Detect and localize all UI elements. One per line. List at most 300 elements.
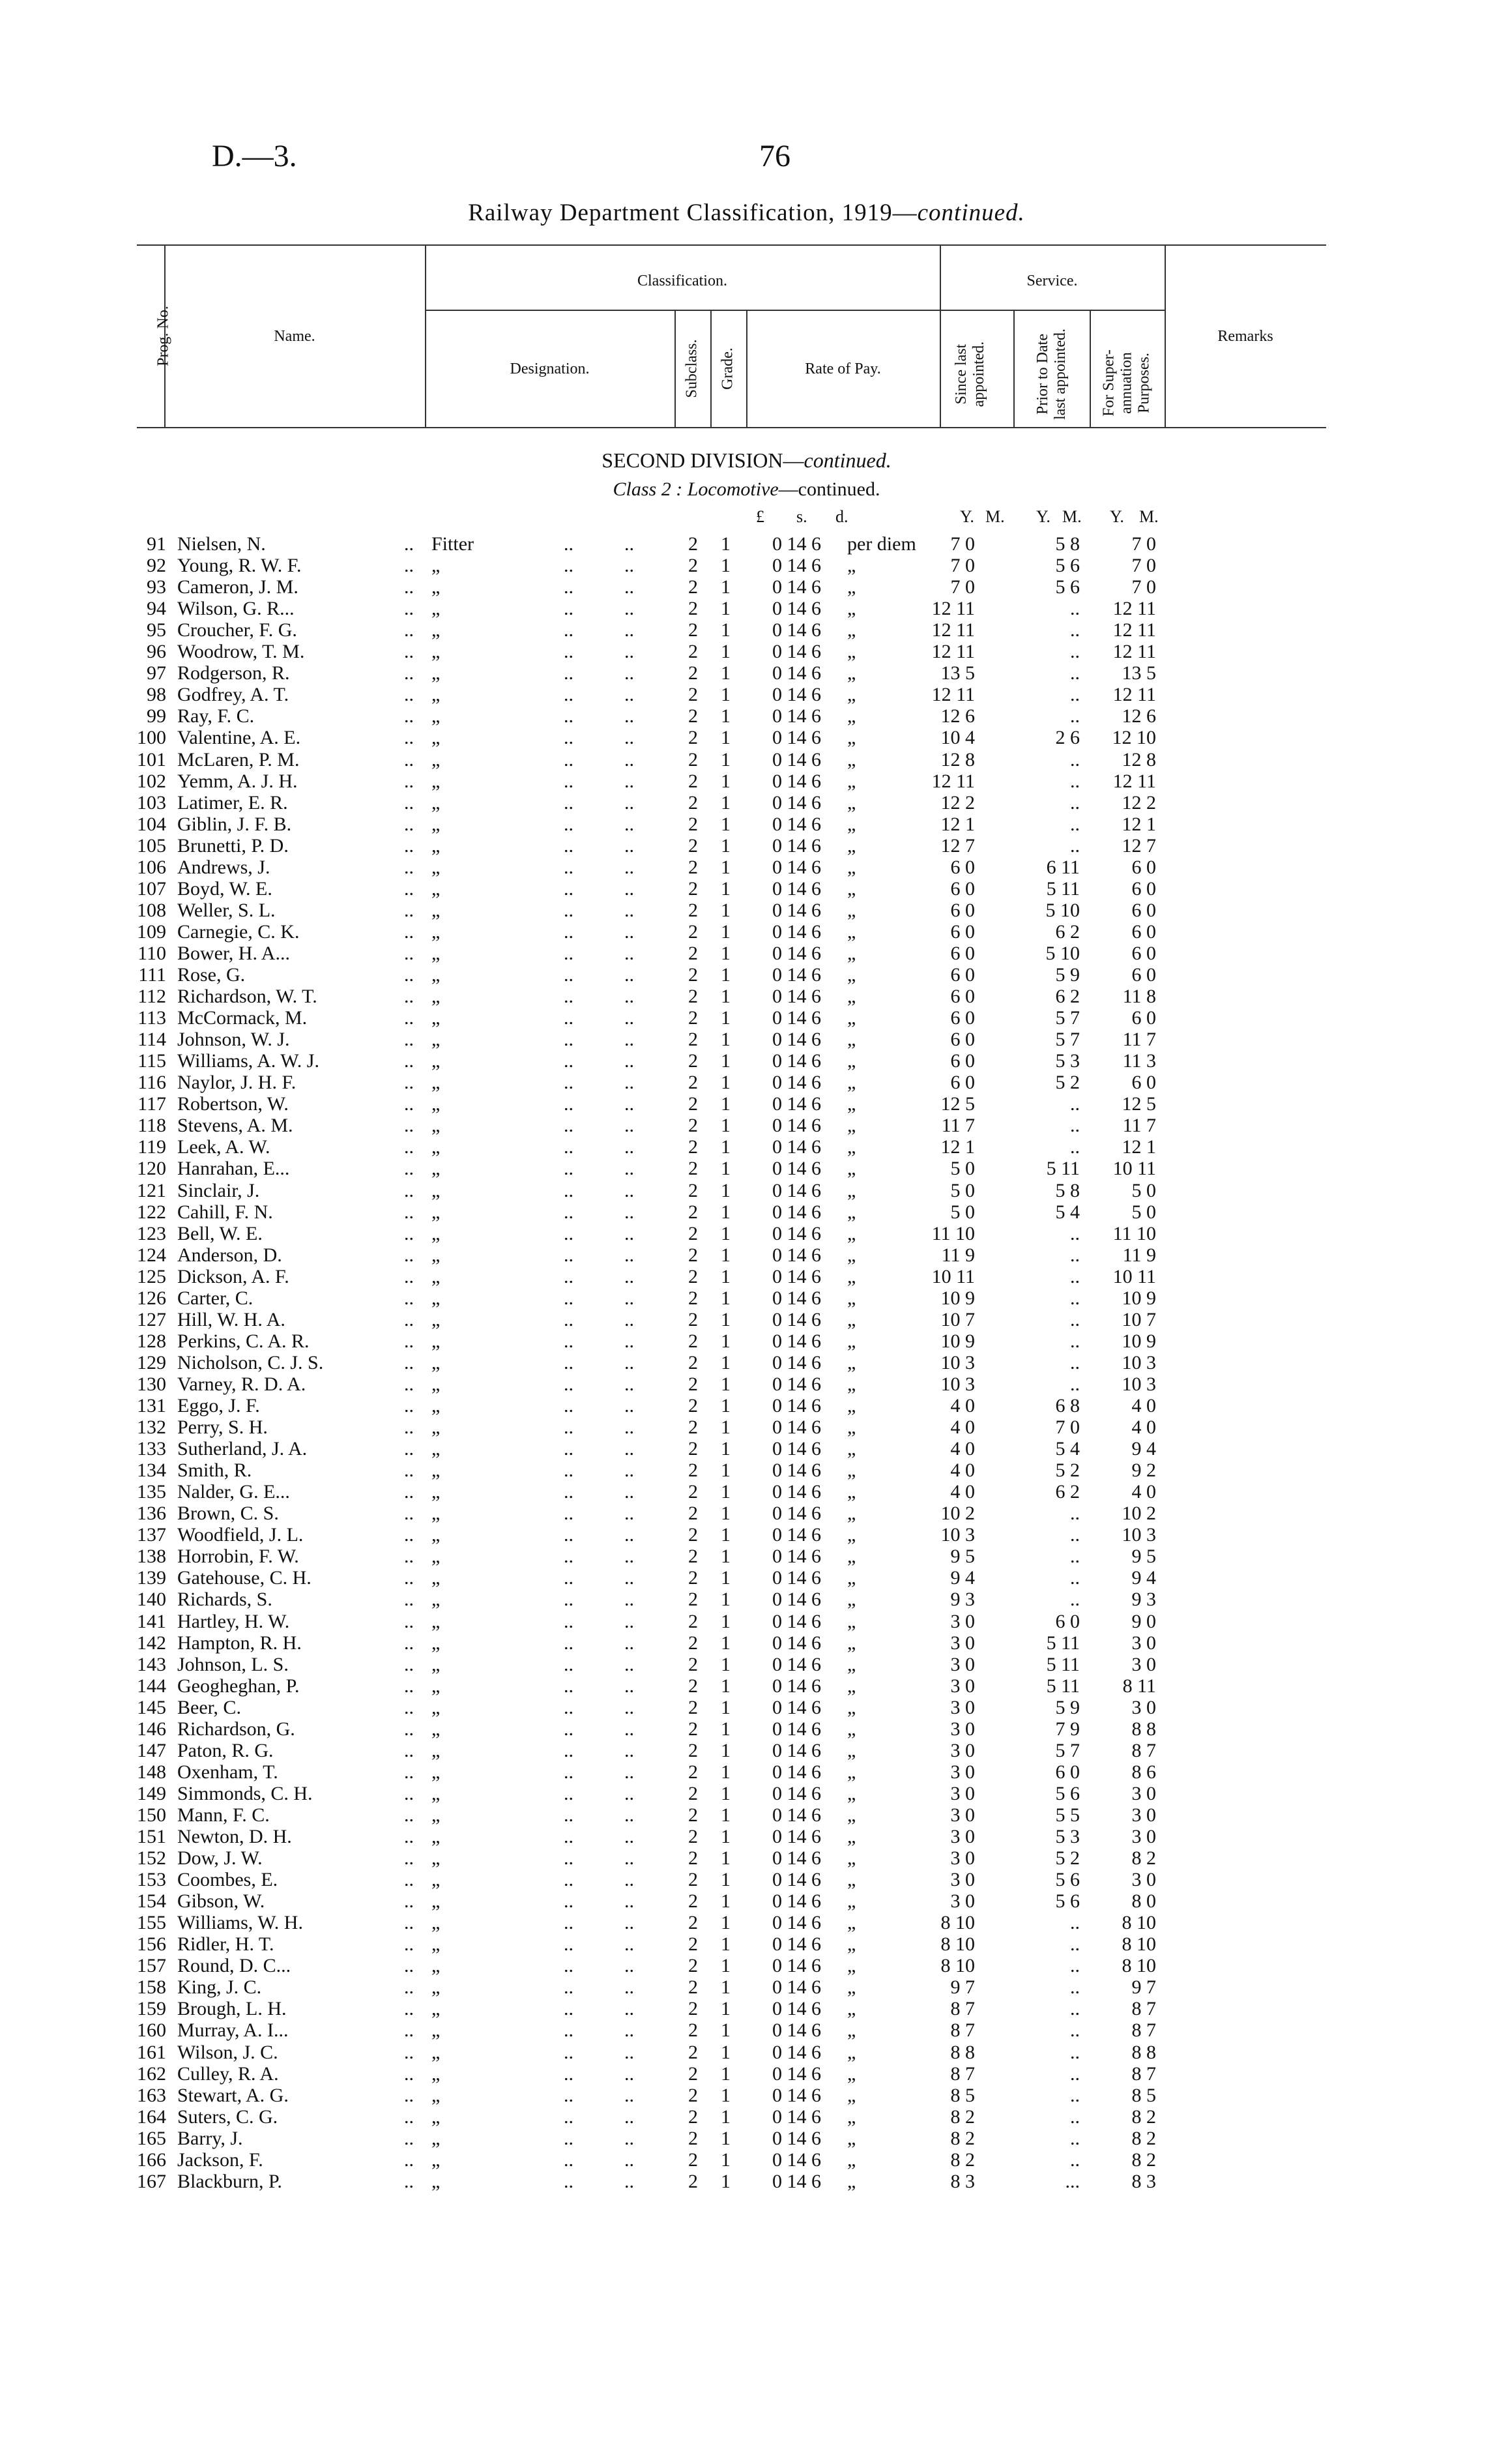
cell-leader-dots: ..	[624, 2170, 634, 2192]
cell-leader-dots: ..	[624, 2041, 634, 2063]
cell-subclass: 2	[688, 942, 698, 964]
cell-leader-dots: ..	[404, 1589, 414, 1611]
cell-name: Brunetti, P. D.	[177, 834, 289, 857]
cell-name: Latimer, E. R.	[177, 791, 288, 814]
cell-leader-dots: ..	[624, 1718, 634, 1740]
cell-leader-dots: ..	[564, 619, 573, 641]
cell-since-appointed: 8 7	[950, 2062, 975, 2085]
cell-pay-period: „	[847, 1826, 856, 1847]
cell-since-appointed: 8 2	[950, 2127, 975, 2149]
cell-prior-appointed: ..	[1070, 1115, 1080, 1137]
cell-rate-of-pay: 0 14 6	[772, 684, 821, 706]
cell-rate-of-pay: 0 14 6	[772, 1782, 821, 1804]
cell-pay-period: „	[847, 1976, 856, 1999]
cell-prior-appointed: ..	[1070, 1308, 1080, 1330]
cell-subclass: 2	[688, 1072, 698, 1094]
cell-name: Woodrow, T. M.	[177, 641, 305, 663]
cell-grade: 1	[721, 1093, 731, 1115]
cell-subclass: 2	[688, 662, 698, 684]
cell-superannuation: 12 10	[1112, 727, 1156, 749]
cell-leader-dots: ..	[564, 662, 573, 684]
cell-subclass: 2	[688, 1438, 698, 1460]
cell-leader-dots: ..	[404, 684, 414, 706]
cell-designation: „	[431, 684, 441, 706]
cell-rate-of-pay: 0 14 6	[772, 662, 821, 684]
table-row	[0, 533, 1493, 555]
cell-designation: „	[431, 834, 441, 857]
cell-designation: „	[431, 1653, 441, 1675]
cell-rate-of-pay: 0 14 6	[772, 899, 821, 921]
cell-subclass: 2	[688, 770, 698, 792]
cell-pay-period: „	[847, 1222, 856, 1244]
cell-since-appointed: 3 0	[950, 1675, 975, 1697]
cell-prog-no: 158	[137, 1976, 166, 1999]
cell-grade: 1	[721, 1782, 731, 1804]
cell-since-appointed: 12 1	[940, 1136, 975, 1158]
divider-designation	[674, 311, 676, 427]
cell-leader-dots: ..	[624, 1136, 634, 1158]
col-remarks: Remarks	[1217, 328, 1273, 345]
table-row	[0, 1675, 1493, 1697]
cell-pay-period: „	[847, 1308, 856, 1330]
cell-designation: „	[431, 1438, 441, 1460]
cell-subclass: 2	[688, 1093, 698, 1115]
cell-subclass: 2	[688, 899, 698, 921]
cell-leader-dots: ..	[564, 1244, 573, 1266]
cell-designation: „	[431, 1158, 441, 1180]
cell-leader-dots: ..	[624, 576, 634, 598]
cell-grade: 1	[721, 1481, 731, 1503]
cell-pay-period: „	[847, 641, 856, 663]
cell-grade: 1	[721, 705, 731, 727]
table-row	[0, 598, 1493, 619]
cell-superannuation: 6 0	[1131, 856, 1156, 878]
col-classification: Classification.	[637, 272, 727, 289]
cell-subclass: 2	[688, 1739, 698, 1761]
cell-pay-period: „	[847, 1007, 856, 1029]
cell-rate-of-pay: 0 14 6	[772, 1761, 821, 1783]
cell-leader-dots: ..	[564, 1869, 573, 1891]
cell-name: Dow, J. W.	[177, 1847, 263, 1870]
cell-rate-of-pay: 0 14 6	[772, 1222, 821, 1244]
cell-name: Hartley, H. W.	[177, 1610, 290, 1632]
unit-pence: d.	[835, 507, 848, 526]
cell-superannuation: 12 11	[1112, 770, 1156, 792]
cell-prior-appointed: ..	[1070, 1351, 1080, 1373]
cell-prog-no: 93	[147, 576, 166, 598]
cell-subclass: 2	[688, 1115, 698, 1137]
cell-since-appointed: 12 5	[940, 1093, 975, 1115]
cell-designation: „	[431, 1847, 441, 1870]
cell-designation: „	[431, 877, 441, 900]
cell-grade: 1	[721, 748, 731, 770]
cell-name: Naylor, J. H. F.	[177, 1072, 297, 1094]
table-row	[0, 1611, 1493, 1632]
cell-pay-period: „	[847, 1158, 856, 1180]
table-row	[0, 2149, 1493, 2171]
cell-designation: „	[431, 1265, 441, 1287]
cell-leader-dots: ..	[564, 1524, 573, 1546]
table-row	[0, 770, 1493, 792]
cell-prog-no: 160	[137, 2019, 166, 2042]
cell-grade: 1	[721, 2062, 731, 2085]
cell-pay-period: „	[847, 1287, 856, 1309]
cell-leader-dots: ..	[624, 2084, 634, 2106]
cell-superannuation: 11 9	[1122, 1244, 1156, 1266]
cell-leader-dots: ..	[624, 1955, 634, 1977]
cell-leader-dots: ..	[624, 1072, 634, 1094]
cell-since-appointed: 9 3	[950, 1589, 975, 1611]
cell-rate-of-pay: 0 14 6	[772, 533, 821, 555]
cell-leader-dots: ..	[404, 2084, 414, 2106]
cell-pay-period: „	[847, 1869, 856, 1891]
cell-designation: „	[431, 856, 441, 878]
cell-prior-appointed: ..	[1070, 2041, 1080, 2063]
cell-name: Eggo, J. F.	[177, 1395, 260, 1416]
cell-name: Round, D. C...	[177, 1955, 291, 1977]
cell-name: Rose, G.	[177, 964, 246, 986]
cell-leader-dots: ..	[564, 1459, 573, 1482]
cell-rate-of-pay: 0 14 6	[772, 2149, 821, 2171]
cell-leader-dots: ..	[564, 1589, 573, 1611]
cell-designation: „	[431, 1050, 441, 1072]
cell-prog-no: 124	[137, 1244, 166, 1266]
cell-subclass: 2	[688, 2019, 698, 2042]
cell-pay-period: „	[847, 1416, 856, 1439]
cell-leader-dots: ..	[564, 1739, 573, 1761]
cell-leader-dots: ..	[404, 1029, 414, 1051]
document-code: D.—3.	[212, 139, 297, 173]
unit-shillings: s.	[796, 507, 807, 526]
cell-leader-dots: ..	[404, 986, 414, 1008]
cell-leader-dots: ..	[564, 2019, 573, 2042]
cell-name: Nalder, G. E...	[177, 1481, 290, 1503]
cell-prior-appointed: 5 6	[1055, 1782, 1080, 1804]
cell-leader-dots: ..	[404, 1761, 414, 1783]
cell-designation: „	[431, 1503, 441, 1525]
divider-subclass	[710, 311, 712, 427]
cell-prior-appointed: ..	[1070, 684, 1080, 706]
cell-prog-no: 131	[137, 1395, 166, 1416]
cell-grade: 1	[721, 1308, 731, 1330]
cell-since-appointed: 10 9	[940, 1330, 975, 1352]
table-row	[0, 1223, 1493, 1244]
cell-since-appointed: 4 0	[950, 1416, 975, 1439]
cell-rate-of-pay: 0 14 6	[772, 1696, 821, 1718]
cell-prog-no: 132	[137, 1416, 166, 1439]
cell-superannuation: 12 11	[1112, 641, 1156, 663]
cell-prior-appointed: 6 2	[1055, 986, 1080, 1008]
cell-pay-period: „	[847, 2170, 856, 2192]
cell-grade: 1	[721, 942, 731, 964]
cell-pay-period: „	[847, 1998, 856, 2020]
cell-prior-appointed: ..	[1070, 2019, 1080, 2042]
cell-rate-of-pay: 0 14 6	[772, 748, 821, 770]
cell-superannuation: 6 0	[1131, 877, 1156, 900]
cell-leader-dots: ..	[404, 1696, 414, 1718]
cell-superannuation: 12 7	[1122, 834, 1156, 857]
cell-since-appointed: 3 0	[950, 1869, 975, 1891]
cell-leader-dots: ..	[404, 770, 414, 792]
cell-pay-period: „	[847, 1890, 856, 1913]
cell-name: Newton, D. H.	[177, 1826, 292, 1847]
cell-prog-no: 150	[137, 1804, 166, 1826]
cell-designation: „	[431, 1761, 441, 1783]
cell-designation: „	[431, 1416, 441, 1439]
cell-leader-dots: ..	[564, 920, 573, 943]
cell-designation: „	[431, 1589, 441, 1611]
cell-prog-no: 110	[138, 942, 166, 964]
cell-prior-appointed: ..	[1070, 1373, 1080, 1395]
cell-superannuation: 4 0	[1131, 1481, 1156, 1503]
cell-subclass: 2	[688, 877, 698, 900]
cell-since-appointed: 3 0	[950, 1761, 975, 1783]
cell-designation: „	[431, 662, 441, 684]
table-row	[0, 943, 1493, 964]
cell-prog-no: 105	[137, 834, 166, 857]
table-row	[0, 1718, 1493, 1740]
cell-grade: 1	[721, 1804, 731, 1826]
cell-grade: 1	[721, 1201, 731, 1223]
cell-leader-dots: ..	[624, 1351, 634, 1373]
cell-prior-appointed: 5 10	[1045, 942, 1080, 964]
cell-subclass: 2	[688, 986, 698, 1008]
table-row	[0, 2042, 1493, 2063]
cell-subclass: 2	[688, 727, 698, 749]
cell-name: Bell, W. E.	[177, 1222, 263, 1244]
cell-since-appointed: 7 0	[950, 555, 975, 577]
cell-name: Wilson, J. C.	[177, 2041, 278, 2063]
cell-superannuation: 9 4	[1131, 1567, 1156, 1589]
cell-superannuation: 10 3	[1122, 1524, 1156, 1546]
section-title-continued: continued.	[804, 448, 891, 472]
cell-subclass: 2	[688, 598, 698, 620]
cell-rate-of-pay: 0 14 6	[772, 2062, 821, 2085]
cell-since-appointed: 8 5	[950, 2084, 975, 2106]
cell-superannuation: 8 7	[1131, 2019, 1156, 2042]
cell-leader-dots: ..	[404, 2149, 414, 2171]
cell-leader-dots: ..	[564, 1718, 573, 1740]
cell-since-appointed: 6 0	[950, 1050, 975, 1072]
cell-pay-period: „	[847, 1955, 856, 1977]
classification-rule	[425, 310, 940, 311]
cell-prog-no: 125	[137, 1265, 166, 1287]
cell-subclass: 2	[688, 1589, 698, 1611]
cell-leader-dots: ..	[404, 1481, 414, 1503]
cell-subclass: 2	[688, 964, 698, 986]
cell-subclass: 2	[688, 705, 698, 727]
cell-grade: 1	[721, 1179, 731, 1201]
cell-since-appointed: 7 0	[950, 533, 975, 555]
cell-pay-period: „	[847, 2084, 856, 2106]
cell-designation: „	[431, 1222, 441, 1244]
cell-name: Wilson, G. R...	[177, 598, 295, 620]
cell-since-appointed: 3 0	[950, 1847, 975, 1870]
cell-leader-dots: ..	[564, 2105, 573, 2128]
cell-leader-dots: ..	[404, 1330, 414, 1352]
cell-superannuation: 12 1	[1122, 813, 1156, 835]
cell-designation: „	[431, 1696, 441, 1718]
cell-since-appointed: 13 5	[940, 662, 975, 684]
cell-rate-of-pay: 0 14 6	[772, 1459, 821, 1482]
cell-pay-period: „	[847, 964, 856, 986]
cell-rate-of-pay: 0 14 6	[772, 1093, 821, 1115]
cell-grade: 1	[721, 1072, 731, 1094]
cell-grade: 1	[721, 598, 731, 620]
cell-leader-dots: ..	[564, 1632, 573, 1654]
cell-leader-dots: ..	[404, 1179, 414, 1201]
cell-designation: „	[431, 1610, 441, 1632]
cell-pay-period: „	[847, 942, 856, 964]
cell-leader-dots: ..	[404, 1976, 414, 1999]
cell-prior-appointed: 5 2	[1055, 1459, 1080, 1482]
cell-leader-dots: ..	[404, 1244, 414, 1266]
cell-subclass: 2	[688, 1955, 698, 1977]
table-row	[0, 792, 1493, 814]
table-row	[0, 1654, 1493, 1675]
cell-prior-appointed: 5 9	[1055, 964, 1080, 986]
cell-name: Horrobin, F. W.	[177, 1546, 299, 1568]
cell-prior-appointed: ..	[1070, 834, 1080, 857]
cell-leader-dots: ..	[404, 1050, 414, 1072]
cell-rate-of-pay: 0 14 6	[772, 1567, 821, 1589]
table-row	[0, 857, 1493, 878]
cell-subclass: 2	[688, 641, 698, 663]
cell-prior-appointed: 2 6	[1055, 727, 1080, 749]
cell-leader-dots: ..	[404, 1955, 414, 1977]
cell-subclass: 2	[688, 920, 698, 943]
cell-leader-dots: ..	[624, 1567, 634, 1589]
cell-name: Oxenham, T.	[177, 1761, 278, 1783]
cell-leader-dots: ..	[564, 1351, 573, 1373]
cell-grade: 1	[721, 1351, 731, 1373]
cell-leader-dots: ..	[624, 533, 634, 555]
cell-pay-period: „	[847, 1330, 856, 1352]
cell-leader-dots: ..	[404, 641, 414, 663]
cell-superannuation: 6 0	[1131, 920, 1156, 943]
cell-grade: 1	[721, 1696, 731, 1718]
unit-years-prior: Y.	[1036, 507, 1051, 526]
cell-leader-dots: ..	[624, 619, 634, 641]
table-row	[0, 878, 1493, 900]
cell-superannuation: 6 0	[1131, 964, 1156, 986]
unit-years-super: Y.	[1110, 507, 1124, 526]
cell-leader-dots: ..	[624, 1287, 634, 1309]
cell-superannuation: 9 4	[1131, 1438, 1156, 1460]
cell-prog-no: 148	[137, 1761, 166, 1783]
cell-superannuation: 12 6	[1122, 705, 1156, 727]
table-row	[0, 1955, 1493, 1976]
cell-superannuation: 5 0	[1131, 1179, 1156, 1201]
cell-name: Ridler, H. T.	[177, 1933, 274, 1956]
cell-pay-period: „	[847, 1093, 856, 1115]
cell-leader-dots: ..	[624, 1696, 634, 1718]
cell-prior-appointed: ..	[1070, 662, 1080, 684]
cell-prior-appointed: 5 6	[1055, 1890, 1080, 1913]
cell-leader-dots: ..	[624, 1179, 634, 1201]
cell-prior-appointed: 5 10	[1045, 899, 1080, 921]
table-row	[0, 1244, 1493, 1266]
cell-leader-dots: ..	[404, 2127, 414, 2149]
cell-prog-no: 127	[137, 1308, 166, 1330]
cell-leader-dots: ..	[564, 598, 573, 620]
cell-leader-dots: ..	[564, 1029, 573, 1051]
cell-name: Williams, A. W. J.	[177, 1050, 319, 1072]
cell-superannuation: 8 8	[1131, 1718, 1156, 1740]
cell-prior-appointed: ..	[1070, 2149, 1080, 2171]
cell-leader-dots: ..	[624, 1265, 634, 1287]
cell-grade: 1	[721, 1589, 731, 1611]
cell-superannuation: 10 11	[1112, 1158, 1156, 1180]
cell-prior-appointed: ..	[1070, 1330, 1080, 1352]
cell-leader-dots: ..	[564, 1395, 573, 1416]
cell-pay-period: „	[847, 770, 856, 792]
cell-since-appointed: 5 0	[950, 1179, 975, 1201]
cell-leader-dots: ..	[404, 856, 414, 878]
cell-leader-dots: ..	[624, 1395, 634, 1416]
cell-prior-appointed: 5 3	[1055, 1050, 1080, 1072]
cell-leader-dots: ..	[404, 1653, 414, 1675]
table-row	[0, 1503, 1493, 1524]
cell-pay-period: „	[847, 1782, 856, 1804]
cell-leader-dots: ..	[404, 791, 414, 814]
cell-superannuation: 8 3	[1131, 2170, 1156, 2192]
cell-leader-dots: ..	[624, 1610, 634, 1632]
cell-designation: „	[431, 1244, 441, 1266]
cell-grade: 1	[721, 684, 731, 706]
cell-designation: „	[431, 2127, 441, 2149]
cell-rate-of-pay: 0 14 6	[772, 1503, 821, 1525]
cell-since-appointed: 3 0	[950, 1890, 975, 1913]
cell-pay-period: „	[847, 1136, 856, 1158]
cell-subclass: 2	[688, 2105, 698, 2128]
cell-superannuation: 6 0	[1131, 899, 1156, 921]
cell-prior-appointed: ..	[1070, 2084, 1080, 2106]
cell-pay-period: „	[847, 1675, 856, 1697]
cell-prog-no: 104	[137, 813, 166, 835]
cell-leader-dots: ..	[564, 1782, 573, 1804]
cell-subclass: 2	[688, 1847, 698, 1870]
cell-name: Johnson, L. S.	[177, 1653, 289, 1675]
cell-leader-dots: ..	[624, 1459, 634, 1482]
unit-months-prior: M.	[1062, 507, 1082, 526]
cell-leader-dots: ..	[624, 856, 634, 878]
cell-since-appointed: 6 0	[950, 1029, 975, 1051]
cell-leader-dots: ..	[404, 920, 414, 943]
cell-leader-dots: ..	[404, 1739, 414, 1761]
table-row	[0, 1933, 1493, 1955]
page-number: 76	[759, 139, 790, 173]
table-row	[0, 1697, 1493, 1718]
cell-subclass: 2	[688, 1869, 698, 1891]
cell-superannuation: 7 0	[1131, 576, 1156, 598]
cell-designation: „	[431, 2170, 441, 2192]
cell-designation: „	[431, 1136, 441, 1158]
cell-rate-of-pay: 0 14 6	[772, 1416, 821, 1439]
cell-grade: 1	[721, 1826, 731, 1847]
cell-name: Beer, C.	[177, 1696, 241, 1718]
cell-superannuation: 11 7	[1122, 1115, 1156, 1137]
section-subtitle	[0, 478, 1493, 501]
cell-superannuation: 5 0	[1131, 1201, 1156, 1223]
cell-superannuation: 10 3	[1122, 1373, 1156, 1395]
cell-name: Sutherland, J. A.	[177, 1438, 308, 1460]
cell-rate-of-pay: 0 14 6	[772, 1072, 821, 1094]
cell-leader-dots: ..	[564, 1761, 573, 1783]
cell-leader-dots: ..	[624, 1589, 634, 1611]
cell-prior-appointed: 5 7	[1055, 1029, 1080, 1051]
cell-leader-dots: ..	[624, 1115, 634, 1137]
